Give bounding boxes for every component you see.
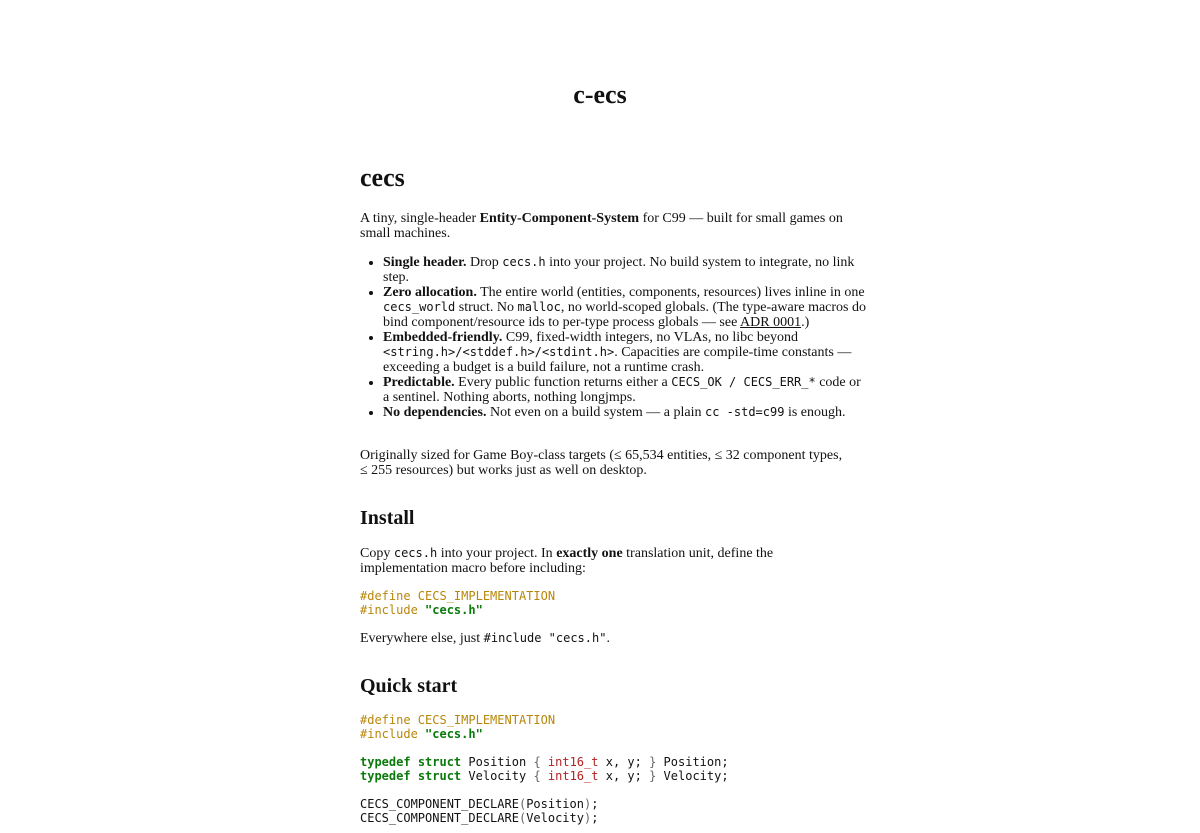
origin-paragraph: Originally sized for Game Boy-class targets (≤ 65,534 entities, ≤ 32 component types, ≤ 255 resources) but works just as well on desktop. <box>360 448 843 478</box>
include-paragraph: Everywhere else, just #include "cecs.h". <box>360 631 610 646</box>
page-title: cecs <box>360 163 405 192</box>
install-code-block: #define CECS_IMPLEMENTATION #include "cecs.h" <box>360 589 556 617</box>
list-item: • Predictable. Every public function returns either a CECS_OK / CECS_ERR_* code or a sentinel. Nothing aborts, nothing longjmps. <box>383 375 868 405</box>
quickstart-code-block: #define CECS_IMPLEMENTATION #include "cecs.h" typedef struct Position { int16_t x, y; } Position; typedef struct Velocity { int16_t x, y; } Velocity; CECS_COMPONENT_DECLARE(Position); CECS_COMPONENT_DECLARE(Velocity); <box>360 713 729 825</box>
list-item: • No dependencies. Not even on a build system — a plain cc -std=c99 is enough. <box>383 405 868 420</box>
install-heading: Install <box>360 507 415 529</box>
site-title: c-ecs <box>573 80 627 109</box>
feature-list <box>360 255 868 420</box>
adr-link[interactable]: ADR 0001 <box>740 315 802 330</box>
install-paragraph: Copy cecs.h into your project. In exactly one translation unit, define the implementation macro before including: <box>360 546 774 576</box>
quickstart-heading: Quick start <box>360 675 458 697</box>
list-item: • Single header. Drop cecs.h into your project. No build system to integrate, no link step. <box>383 255 868 285</box>
list-item: • Zero allocation. The entire world (entities, components, resources) lives inline in one cecs_world struct. No malloc, no world-scoped globals. (The type-aware macros do bind component/resource ids to per-type process globals — see ADR 0001.) <box>383 285 868 330</box>
intro-paragraph: A tiny, single-header Entity-Component-System for C99 — built for small games on small machines. <box>360 211 843 241</box>
list-item: • Embedded-friendly. C99, fixed-width integers, no VLAs, no libc beyond <string.h>/<stddef.h>/<stdint.h>. Capacities are compile-time constants — exceeding a budget is a build failure, not a runtime crash. <box>383 330 868 375</box>
